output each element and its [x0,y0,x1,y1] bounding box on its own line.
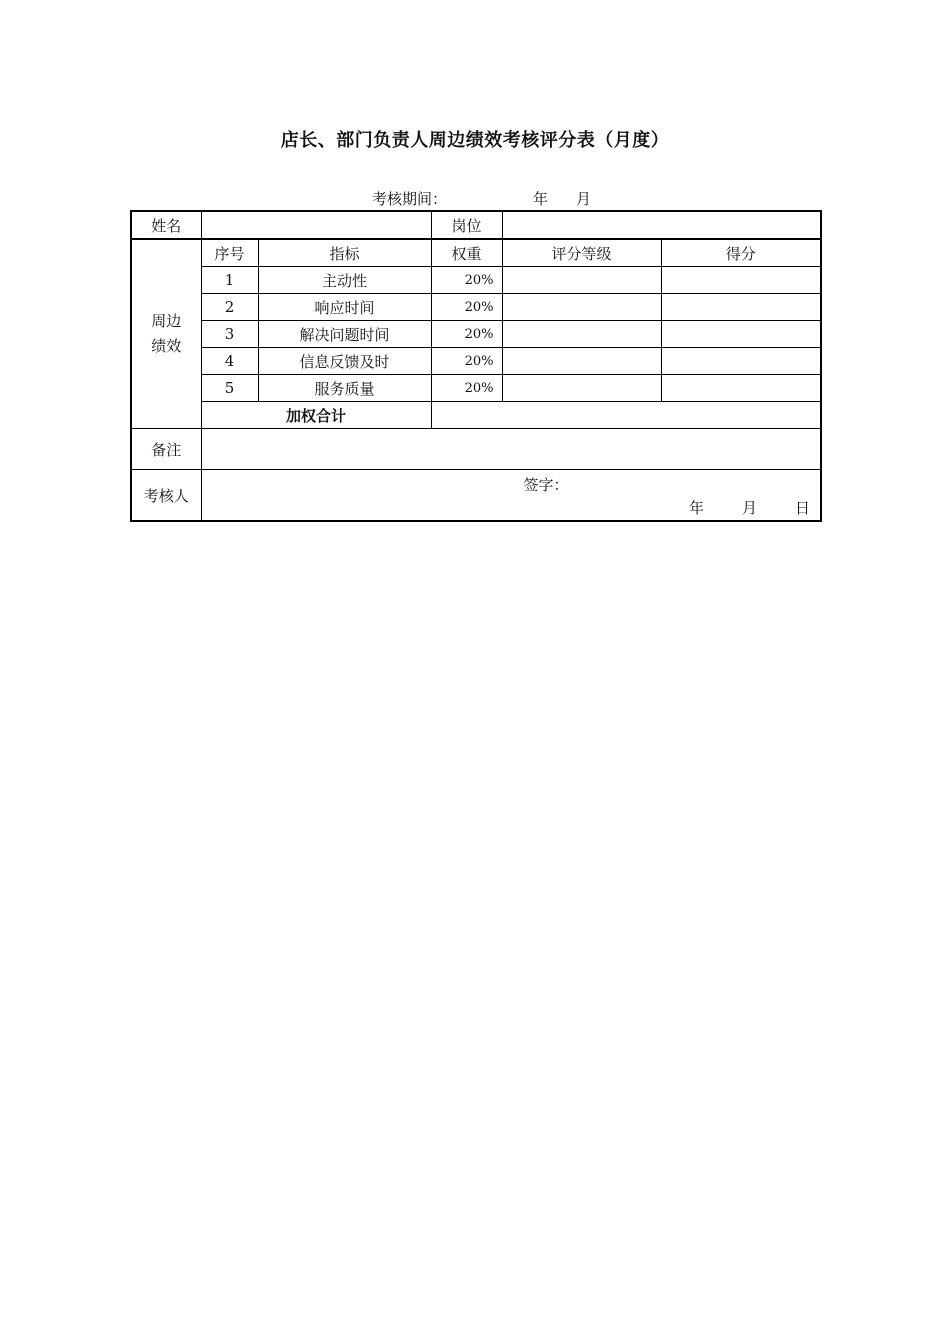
row-seq: 5 [201,375,258,402]
col-score-header: 得分 [661,239,821,267]
sign-year: 年 [688,499,704,517]
col-indicator-header: 指标 [258,239,431,267]
form-title: 店长、部门负责人周边绩效考核评分表（月度） [280,130,670,151]
sign-day: 日 [794,499,810,517]
row-seq: 4 [201,348,258,375]
row-score-field[interactable] [661,375,821,402]
section-label [131,239,201,429]
row-weight: 20% [431,321,502,348]
signature-label: 签字： [523,476,569,494]
row-indicator: 解决问题时间 [258,321,431,348]
row-grade-field[interactable] [502,294,661,321]
row-seq: 1 [201,267,258,294]
assessment-table [130,210,822,522]
col-grade-header: 评分等级 [502,239,661,267]
weighted-total-label: 加权合计 [201,402,431,429]
weighted-total-row [131,402,821,429]
row-weight: 20% [431,294,502,321]
table-row [131,321,821,348]
row-score-field[interactable] [661,294,821,321]
section-label-line1: 周边 [151,312,182,330]
row-indicator: 响应时间 [258,294,431,321]
position-field[interactable] [502,211,821,239]
row-grade-field[interactable] [502,267,661,294]
row-score-field[interactable] [661,267,821,294]
signature-field[interactable] [201,470,821,522]
row-grade-field[interactable] [502,375,661,402]
header-row [131,211,821,239]
row-weight: 20% [431,375,502,402]
signature-date [689,497,810,518]
row-seq: 2 [201,294,258,321]
row-weight: 20% [431,267,502,294]
table-row [131,375,821,402]
reviewer-row [131,470,821,522]
table-row [131,348,821,375]
assessment-period [372,188,591,209]
row-indicator: 服务质量 [258,375,431,402]
col-weight-header: 权重 [431,239,502,267]
row-weight: 20% [431,348,502,375]
table-row [131,267,821,294]
position-label: 岗位 [431,211,502,239]
row-grade-field[interactable] [502,348,661,375]
name-label: 姓名 [131,211,201,239]
column-header-row [131,239,821,267]
period-label: 考核期间： [372,190,448,208]
name-field[interactable] [201,211,431,239]
reviewer-label: 考核人 [131,470,201,522]
remarks-field[interactable] [201,429,821,470]
col-seq-header: 序号 [201,239,258,267]
row-score-field[interactable] [661,348,821,375]
row-indicator: 信息反馈及时 [258,348,431,375]
sign-month: 月 [741,499,757,517]
table-row [131,294,821,321]
row-seq: 3 [201,321,258,348]
row-indicator: 主动性 [258,267,431,294]
remarks-label: 备注 [131,429,201,470]
period-month: 月 [576,190,592,208]
row-grade-field[interactable] [502,321,661,348]
remarks-row [131,429,821,470]
period-year: 年 [533,190,549,208]
section-label-line2: 绩效 [151,337,182,355]
weighted-total-field[interactable] [431,402,821,429]
row-score-field[interactable] [661,321,821,348]
